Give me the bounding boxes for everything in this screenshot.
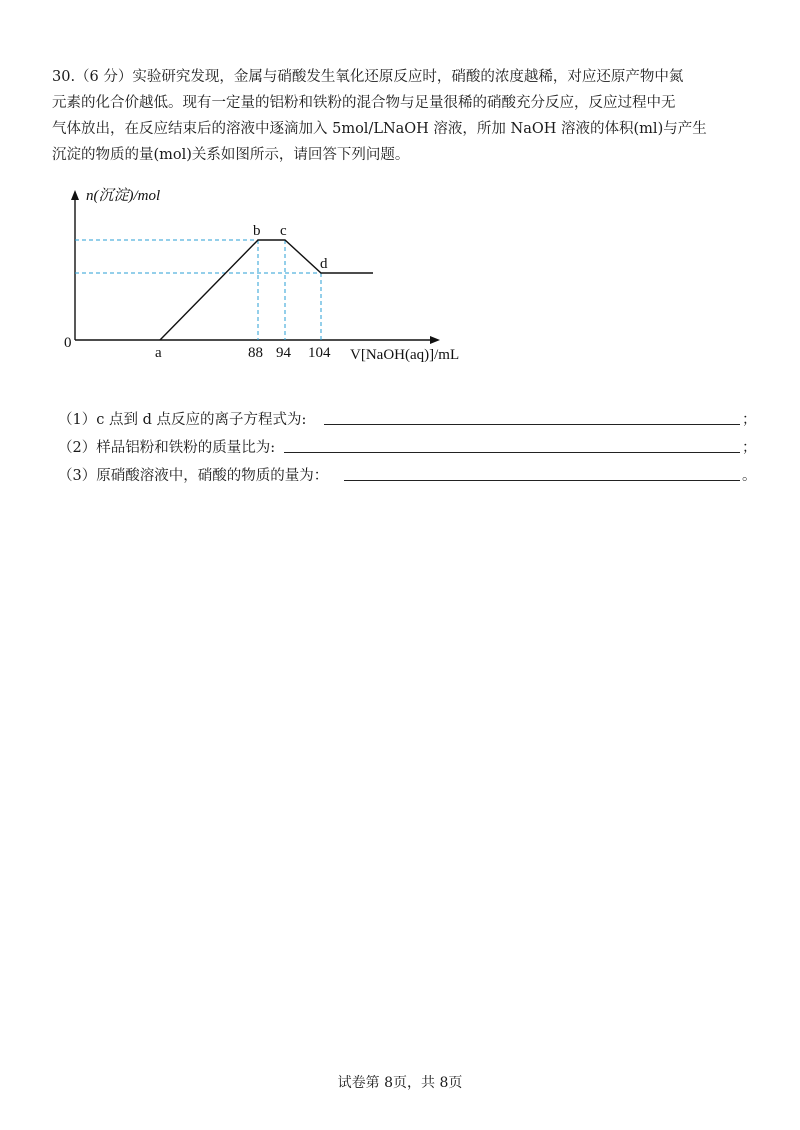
sub-question-3-end: 。 — [742, 468, 757, 484]
question-line-4: 沉淀的物质的量(mol)关系如图所示，请回答下列问题。 — [52, 147, 410, 163]
point-label-d: d — [320, 256, 328, 272]
x-axis-label: V[NaOH(aq)]/mL — [350, 347, 460, 363]
question-line-2: 元素的化合价越低。现有一定量的铝粉和铁粉的混合物与足量很稀的硝酸充分反应，反应过程中无 — [52, 95, 676, 111]
question-text — [52, 64, 752, 168]
x-tick-88: 88 — [248, 345, 263, 361]
x-axis-arrow — [430, 336, 440, 344]
point-label-c: c — [280, 223, 287, 239]
x-tick-94: 94 — [276, 345, 291, 361]
question-line-3: 气体放出，在反应结束后的溶液中逐滴加入 5mol/LNaOH 溶液，所加 NaOH 溶液的体积(ml)与产生 — [52, 121, 707, 137]
answer-blank-3[interactable] — [344, 464, 740, 481]
precipitate-chart — [40, 182, 510, 367]
page-footer: 试卷第 8页，共 8页 — [337, 1075, 463, 1091]
y-axis-arrow — [71, 190, 79, 200]
sub-question-3 — [58, 464, 758, 488]
y-axis-label: n(沉淀)/mol — [86, 188, 161, 204]
x-tick-a: a — [155, 345, 162, 361]
x-tick-104: 104 — [308, 345, 331, 361]
answer-blank-1[interactable] — [324, 408, 740, 425]
sub-question-2 — [58, 436, 758, 460]
sub-question-1-label: （1）c 点到 d 点反应的离子方程式为: — [58, 412, 307, 428]
question-line-1: 30.（6 分）实验研究发现，金属与硝酸发生氧化还原反应时，硝酸的浓度越稀，对应还原产物中氮 — [52, 69, 684, 85]
sub-question-2-end: ； — [742, 440, 757, 456]
sub-question-2-label: （2）样品铝粉和铁粉的质量比为: — [58, 440, 276, 456]
origin-label: 0 — [64, 335, 72, 351]
sub-question-1-end: ； — [742, 412, 757, 428]
answer-blank-2[interactable] — [284, 436, 740, 453]
precipitate-series-line — [160, 240, 373, 340]
point-label-b: b — [253, 223, 261, 239]
sub-question-3-label: （3）原硝酸溶液中，硝酸的物质的量为： — [58, 468, 329, 484]
sub-question-1 — [58, 408, 758, 432]
